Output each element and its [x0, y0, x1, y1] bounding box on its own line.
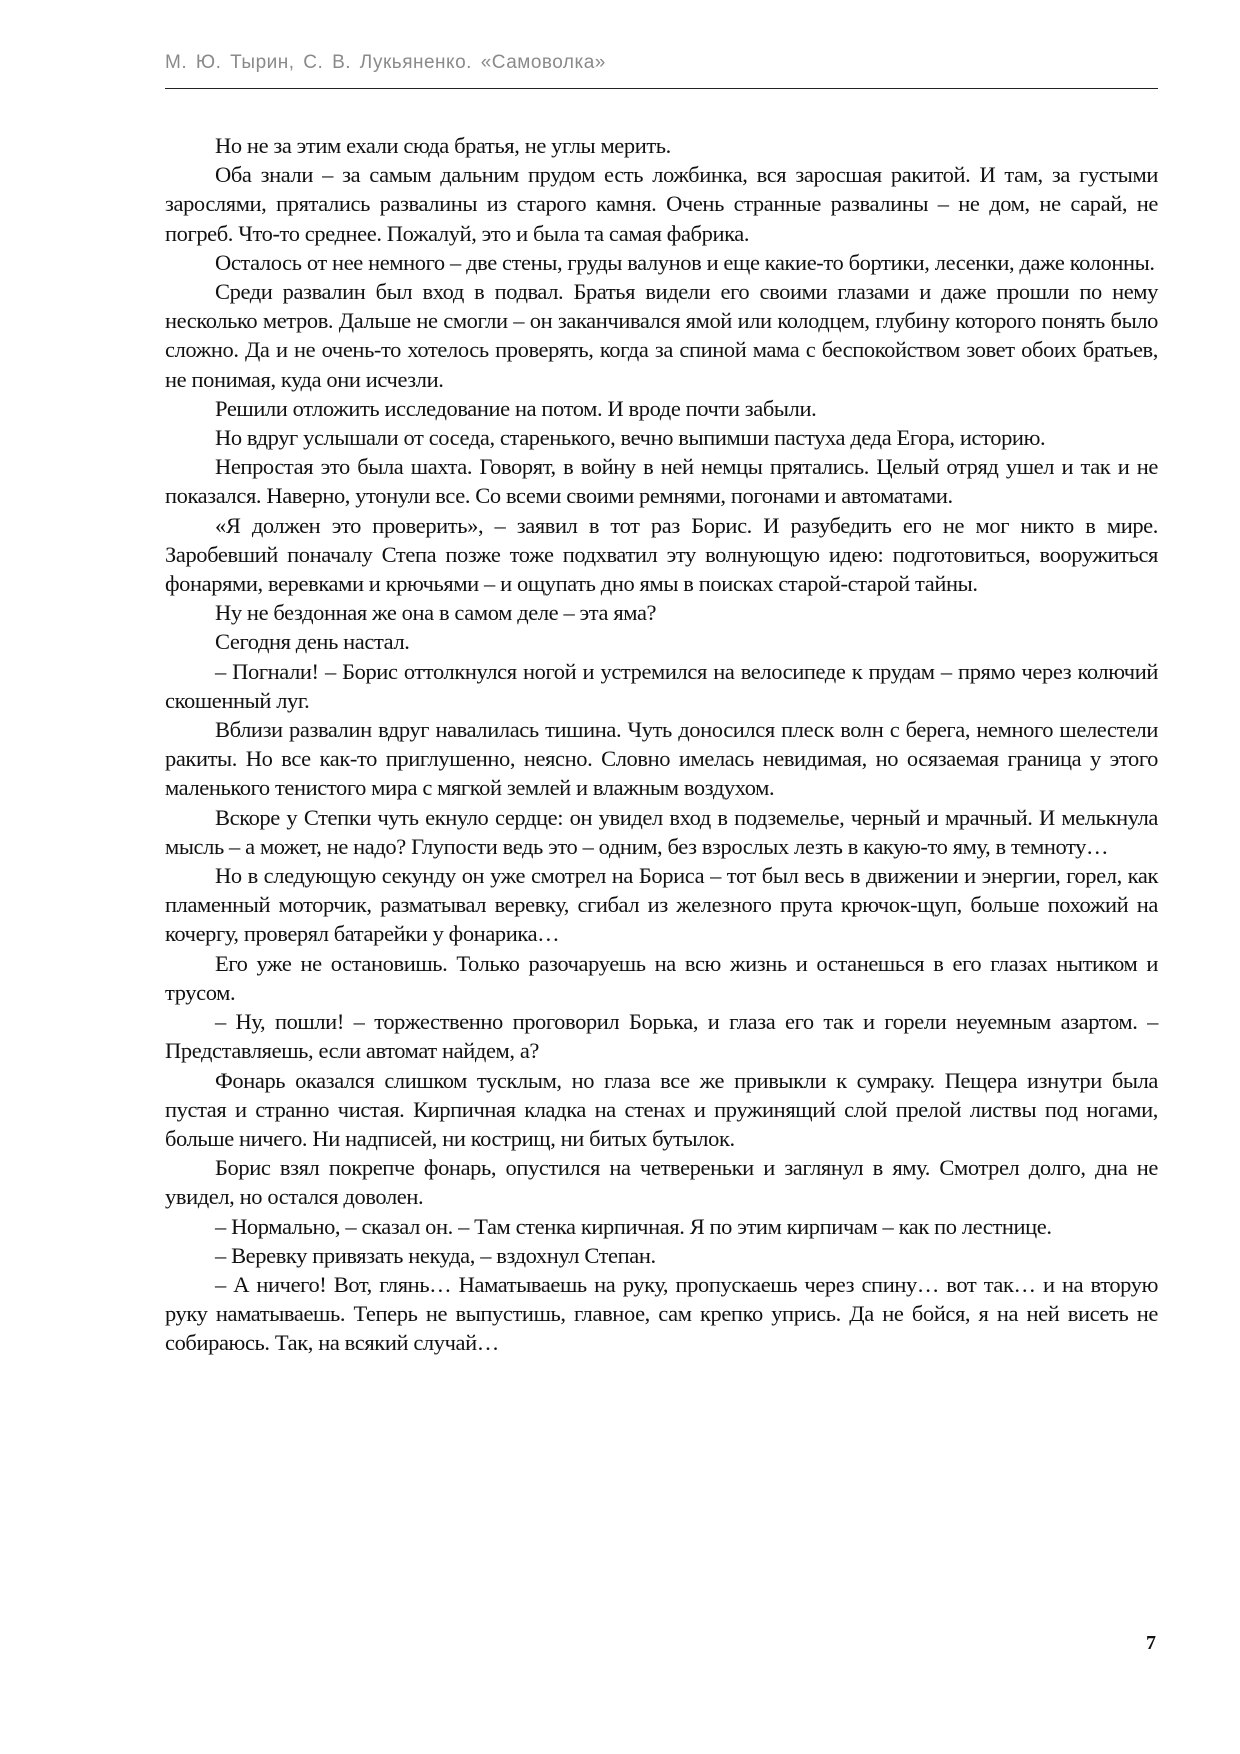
- paragraph: – А ничего! Вот, глянь… Наматываешь на руку, пропускаешь через спину… вот так… и на вторую руку наматываешь. Теперь не выпустишь, главное, сам крепко упрись. Да не бойся, я на ней висеть не собираюсь. Так, на всякий случай…: [165, 1271, 1158, 1356]
- paragraph: Среди развалин был вход в подвал. Братья видели его своими глазами и даже прошли по нему несколько метров. Дальше не смогли – он заканчивался ямой или колодцем, глубину которого понять было сложно. Да и не очень-то хотелось проверять, когда за спиной мама с беспокойством зовет обоих братьев, не понимая, куда они исчезли.: [165, 279, 1158, 392]
- paragraph: Но в следующую секунду он уже смотрел на Бориса – тот был весь в движении и энергии, горел, как пламенный моторчик, разматывал веревку, сгибал из железного прута крючок-щуп, больше похожий на кочергу, проверял батарейки у фонарика…: [165, 863, 1158, 947]
- page-number: 7: [1146, 1632, 1156, 1654]
- paragraph: Вскоре у Степки чуть екнуло сердце: он увидел вход в подземелье, черный и мрачный. И мелькнула мысль – а может, не надо? Глупости ведь это – одним, без взрослых лезть в какую-то яму, в темноту…: [165, 804, 1158, 859]
- paragraph: – Погнали! – Борис оттолкнулся ногой и устремился на велосипеде к прудам – прямо через колючий скошенный луг.: [165, 658, 1158, 713]
- paragraph: Вблизи развалин вдруг навалилась тишина. Чуть доносился плеск волн с берега, немного шелестели ракиты. Но все как-то приглушенно, неясно. Словно имелась невидимая, но осязаемая граница у этого маленького тенистого мира с мягкой землей и влажным воздухом.: [165, 717, 1158, 801]
- paragraph: – Веревку привязать некуда, – вздохнул Степан.: [215, 1242, 656, 1268]
- running-head-title: М. Ю. Тырин, С. В. Лукьяненко. «Самоволка»: [165, 52, 606, 73]
- header-divider: [165, 88, 1158, 89]
- paragraph: Его уже не остановишь. Только разочаруешь на всю жизнь и останешься в его глазах нытиком и трусом.: [165, 950, 1158, 1005]
- paragraph: Но не за этим ехали сюда братья, не углы мерить.: [215, 133, 671, 158]
- paragraph: Фонарь оказался слишком тусклым, но глаза все же привыкли к сумраку. Пещера изнутри была пустая и странно чистая. Кирпичная кладка на стенах и пружинящий слой прелой листвы под ногами, больше ничего. Ни надписей, ни кострищ, ни битых бутылок.: [165, 1067, 1158, 1151]
- paragraph: Решили отложить исследование на потом. И вроде почти забыли.: [215, 395, 817, 421]
- paragraph: Борис взял покрепче фонарь, опустился на четвереньки и заглянул в яму. Смотрел долго, дна не увидел, но остался доволен.: [165, 1155, 1158, 1210]
- paragraph: Ну не бездонная же она в самом деле – эта яма?: [215, 600, 657, 626]
- paragraph: Непростая это была шахта. Говорят, в войну в ней немцы прятались. Целый отряд ушел и так и не показался. Наверно, утонули все. Со всеми своими ремнями, погонами и автоматами.: [165, 454, 1158, 509]
- page-body: [165, 131, 1158, 1358]
- paragraph: Осталось от нее немного – две стены, груды валунов и еще какие-то бортики, лесенки, даже колонны.: [215, 249, 1155, 275]
- paragraph: Оба знали – за самым дальним прудом есть ложбинка, вся заросшая ракитой. И там, за густыми зарослями, прятались развалины из старого камня. Очень странные развалины – не дом, не сарай, не погреб. Что-то среднее. Пожалуй, это и была та самая фабрика.: [165, 162, 1158, 246]
- paragraph: Но вдруг услышали от соседа, старенького, вечно выпимши пастуха деда Егора, историю.: [215, 425, 1046, 451]
- paragraph: «Я должен это проверить», – заявил в тот раз Борис. И разубедить его не мог никто в мире. Заробевший поначалу Степа позже тоже подхватил эту волнующую идею: подготовиться, вооружиться фонарями, веревками и крючьями – и ощупать дно ямы в поисках старой-старой тайны.: [165, 512, 1158, 597]
- paragraph: – Нормально, – сказал он. – Там стенка кирпичная. Я по этим кирпичам – как по лестнице.: [215, 1213, 1052, 1239]
- paragraph: – Ну, пошли! – торжественно проговорил Борька, и глаза его так и горели неуемным азартом. – Представляешь, если автомат найдем, а?: [165, 1009, 1158, 1064]
- paragraph: Сегодня день настал.: [215, 629, 410, 655]
